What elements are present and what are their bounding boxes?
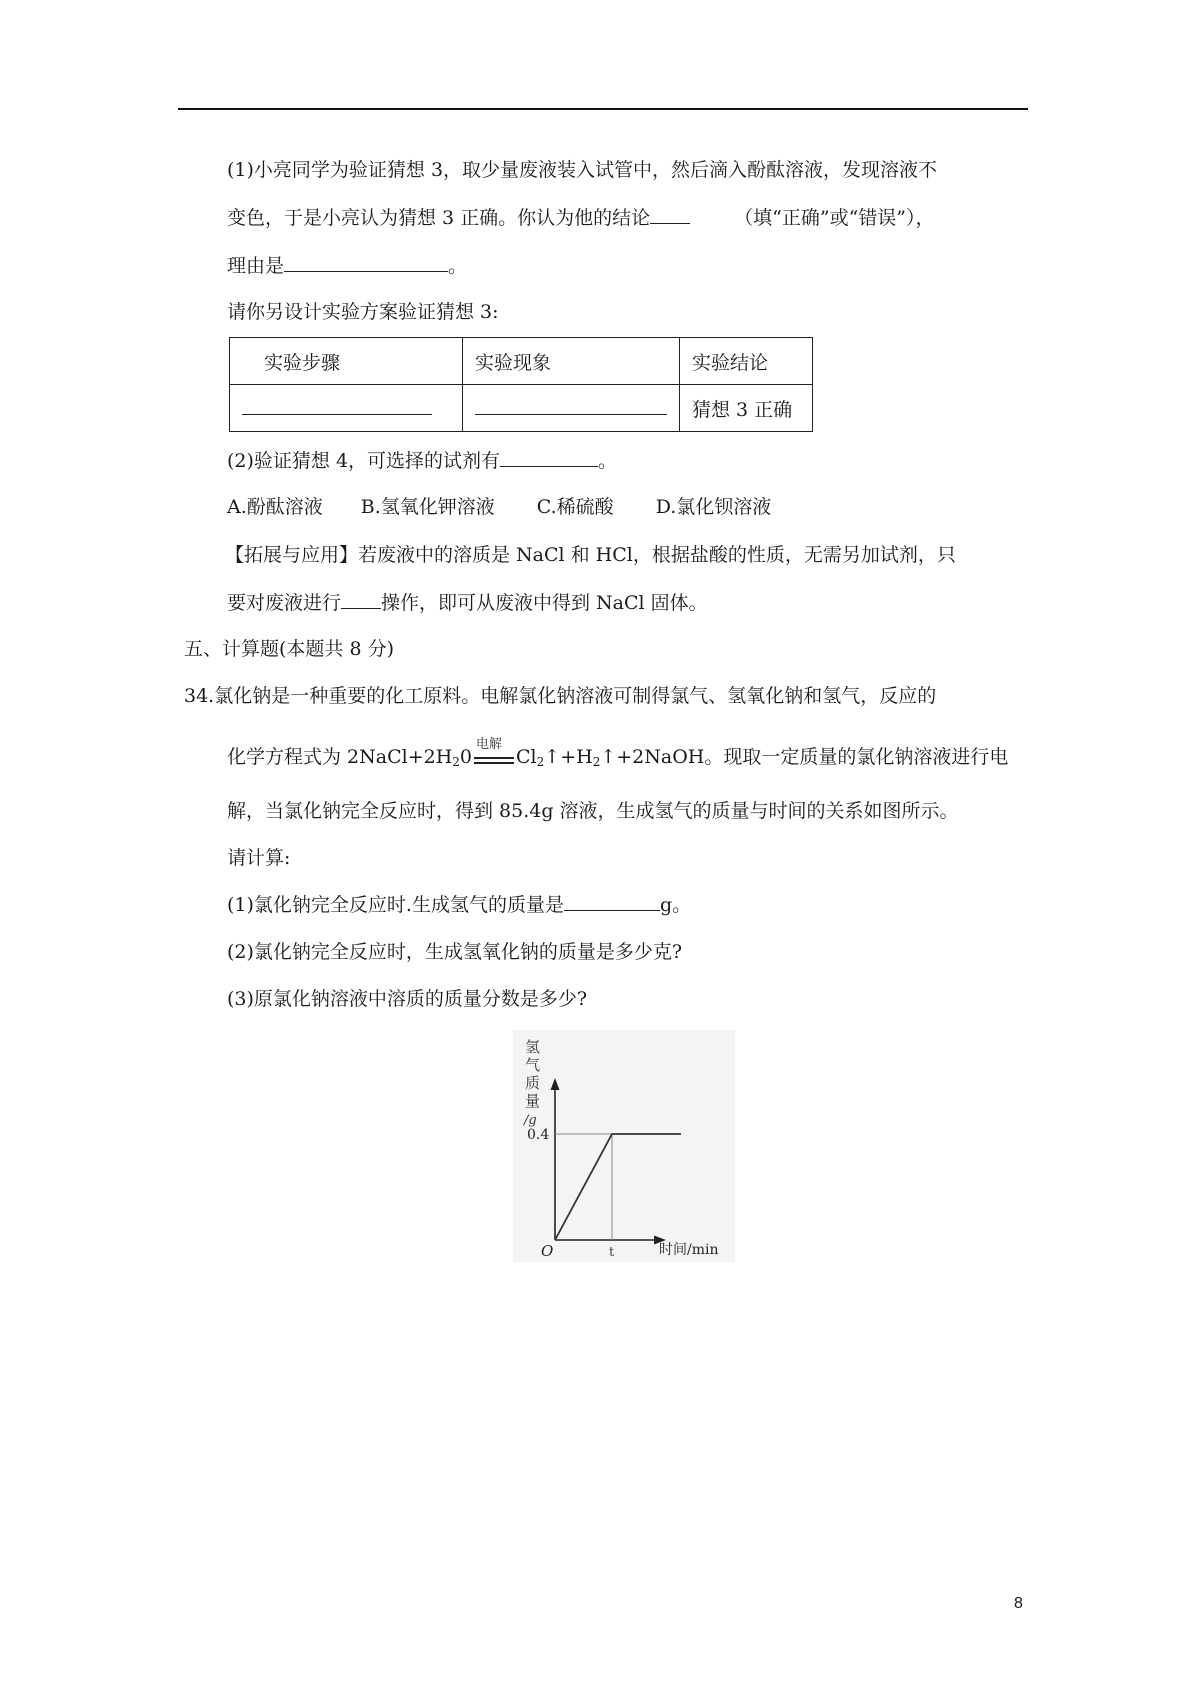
equation-prefix: 化学方程式为 2NaCl+2H bbox=[227, 746, 453, 768]
equation-cl: Cl bbox=[516, 746, 537, 768]
q34-sub1 bbox=[227, 891, 691, 919]
equation-o: 0 bbox=[459, 746, 473, 768]
subscript: 2 bbox=[536, 755, 545, 769]
reaction-condition bbox=[472, 737, 516, 771]
sub1-text: (1)氯化钠完全反应时.生成氢气的质量是 bbox=[227, 894, 564, 916]
phenomenon-blank bbox=[475, 396, 667, 415]
operation-blank bbox=[341, 590, 381, 609]
q34-equation-line bbox=[227, 737, 1009, 776]
equation-suffix: ↑+2NaOH。现取一定质量的氯化钠溶液进行电 bbox=[600, 746, 1009, 768]
extension-line1: 【拓展与应用】若废液中的溶质是 NaCl 和 HCl，根据盐酸的性质，无需另加试剂，只 bbox=[225, 544, 956, 566]
part1-line1: (1)小亮同学为验证猜想 3，取少量废液装入试管中，然后滴入酚酞溶液，发现溶液不 bbox=[227, 159, 938, 181]
table-header-phenomenon: 实验现象 bbox=[463, 338, 680, 385]
hydrogen-mass-chart bbox=[513, 1030, 735, 1262]
x-axis-label: 时间/min bbox=[659, 1242, 719, 1258]
q34-sub3: (3)原氯化钠溶液中溶质的质量分数是多少? bbox=[227, 988, 588, 1010]
section-title: 五、计算题(本题共 8 分) bbox=[184, 638, 394, 660]
y-label-char: 气 bbox=[525, 1056, 541, 1074]
sub1-unit: g。 bbox=[659, 894, 692, 916]
x-tick-label: t bbox=[609, 1245, 615, 1260]
experiment-table bbox=[229, 337, 813, 432]
part1-line2-hint: （填“正确”或“错误”）， bbox=[734, 207, 935, 229]
reason-blank bbox=[284, 253, 448, 272]
options-line bbox=[227, 493, 771, 521]
table-row bbox=[230, 385, 813, 432]
y-label-char: 氢 bbox=[525, 1038, 541, 1056]
period: 。 bbox=[598, 450, 618, 472]
extension-text-end: 操作，即可从废液中得到 NaCl 固体。 bbox=[381, 592, 708, 614]
reagent-blank bbox=[500, 448, 598, 467]
q34-sub2: (2)氯化钠完全反应时，生成氢氧化钠的质量是多少克? bbox=[227, 941, 683, 963]
hydrogen-mass-line bbox=[555, 1134, 681, 1240]
y-tick-label: 0.4 bbox=[527, 1127, 550, 1143]
origin-label: O bbox=[541, 1242, 554, 1260]
q34-line4: 请计算: bbox=[227, 847, 291, 869]
y-label-char: 量 bbox=[525, 1092, 541, 1110]
part2-text: (2)验证猜想 4，可选择的试剂有 bbox=[227, 450, 501, 472]
design-prompt: 请你另设计实验方案验证猜想 3: bbox=[227, 301, 499, 323]
part1-line3 bbox=[227, 252, 467, 280]
subscript: 2 bbox=[452, 755, 460, 769]
y-axis-arrow bbox=[551, 1078, 560, 1090]
extension-line2 bbox=[227, 589, 708, 617]
option-a: A.酚酞溶液 bbox=[227, 496, 323, 518]
equals-bar bbox=[474, 762, 514, 764]
subscript: 2 bbox=[592, 755, 601, 769]
chart-svg bbox=[513, 1030, 735, 1262]
part1-line2 bbox=[227, 204, 935, 232]
part2-line bbox=[227, 447, 617, 475]
reason-label: 理由是 bbox=[227, 255, 285, 277]
hydrogen-mass-blank bbox=[564, 892, 660, 911]
option-d: D.氯化钡溶液 bbox=[655, 496, 772, 518]
equals-bar bbox=[474, 757, 514, 759]
part1-line2-text: 变色，于是小亮认为猜想 3 正确。你认为他的结论 bbox=[227, 207, 651, 229]
q34-line3: 解，当氯化钠完全反应时，得到 85.4g 溶液，生成氢气的质量与时间的关系如图所示。 bbox=[227, 800, 959, 822]
conclusion-cell: 猜想 3 正确 bbox=[680, 385, 813, 432]
conclusion-blank bbox=[650, 205, 690, 224]
step-blank bbox=[242, 396, 432, 415]
phenomenon-blank-cell bbox=[463, 385, 680, 432]
equation-mid: ↑+H bbox=[544, 746, 593, 768]
page-number: 8 bbox=[1014, 1595, 1023, 1612]
y-label-unit: /g bbox=[524, 1113, 537, 1128]
period: 。 bbox=[448, 255, 468, 277]
table-header-row bbox=[230, 338, 813, 385]
table-header-conclusion: 实验结论 bbox=[680, 338, 813, 385]
table-header-step: 实验步骤 bbox=[230, 338, 463, 385]
header-rule bbox=[178, 108, 1028, 110]
extension-text: 要对废液进行 bbox=[227, 592, 342, 614]
q34-line1: 34.氯化钠是一种重要的化工原料。电解氯化钠溶液可制得氯气、氢氧化钠和氢气，反应的 bbox=[184, 685, 937, 707]
step-blank-cell bbox=[230, 385, 463, 432]
y-axis-label bbox=[522, 1038, 540, 1128]
option-b: B.氢氧化钾溶液 bbox=[360, 496, 495, 518]
condition-label: 电解 bbox=[476, 737, 503, 752]
option-c: C.稀硫酸 bbox=[536, 496, 614, 518]
y-label-char: 质 bbox=[525, 1074, 541, 1092]
